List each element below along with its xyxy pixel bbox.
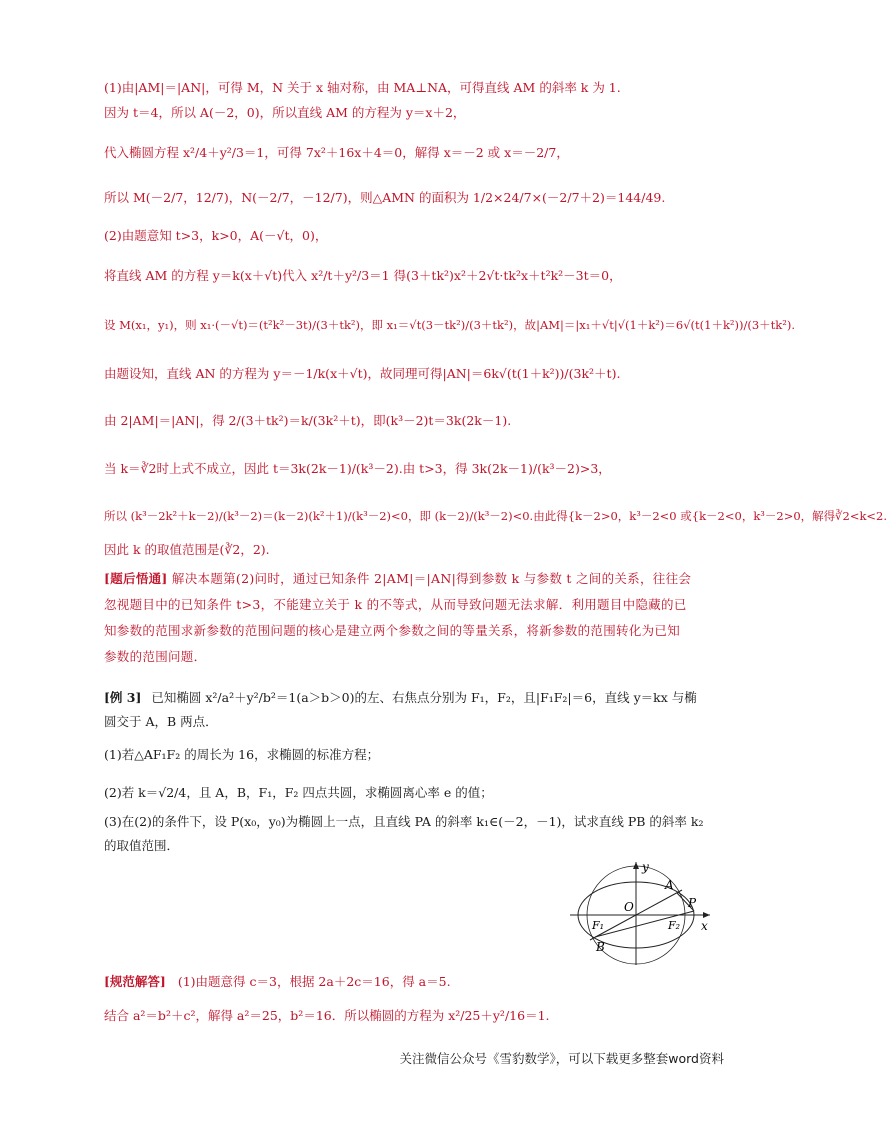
example-question-1: (1)若△AF₁F₂ 的周长为 16，求椭圆的标准方程；	[104, 747, 380, 762]
answer-line-2: 结合 a²＝b²＋c²，解得 a²＝25，b²＝16．所以椭圆的方程为 x²/25＋y²/16＝1.	[104, 1008, 550, 1023]
label-a: A	[665, 878, 674, 892]
solution-line-2: 因为 t＝4，所以 A(－2，0)，所以直线 AM 的方程为 y＝x＋2，	[104, 105, 466, 120]
label-f1: F₁	[592, 919, 605, 932]
solution-line-10: 当 k＝∛2时上式不成立，因此 t＝3k(2k－1)/(k³－2).由 t>3，得 3k(2k－1)/(k³－2)>3，	[104, 461, 611, 476]
label-x: x	[701, 919, 708, 933]
solution-line-5: (2)由题意知 t>3，k>0，A(－√t，0)，	[104, 228, 328, 243]
label-f2: F₂	[668, 919, 681, 932]
solution-line-3: 代入椭圆方程 x²/4＋y²/3＝1，可得 7x²＋16x＋4＝0，解得 x＝－2 或 x＝－2/7，	[104, 145, 569, 160]
reflection-text: 解决本题第(2)问时，通过已知条件 2|AM|＝|AN|得到参数 k 与参数 t 之间的关系，往往会忽视题目中的已知条件 t>3，不能建立关于 k 的不等式，从而导致问题无法求解．利用题目中隐藏的已知参数的范围求新参数的范围问题的核心是建立两个参数之间的等量关系，将新参数的范围转化为已知参数的范围问题．	[104, 571, 692, 664]
answer-line-1	[104, 974, 451, 990]
label-b: B	[596, 940, 605, 954]
x-axis-arrow	[703, 912, 710, 918]
solution-line-9: 由 2|AM|＝|AN|，得 2/(3＋tk²)＝k/(3k²＋t)，即(k³－2)t＝3k(2k－1).	[104, 413, 512, 428]
solution-line-6: 将直线 AM 的方程 y＝k(x＋√t)代入 x²/t＋y²/3＝1 得(3＋tk²)x²＋2√t·tk²x＋t²k²－3t＝0，	[104, 268, 622, 283]
y-axis-arrow	[633, 862, 639, 869]
answer-tag: [规范解答]	[104, 974, 166, 989]
solution-line-1: (1)由|AM|＝|AN|，可得 M，N 关于 x 轴对称，由 MA⊥NA，可得直线 AM 的斜率 k 为 1.	[104, 80, 621, 95]
ellipse-figure	[560, 857, 720, 967]
solution-line-4: 所以 M(－2/7，12/7)，N(－2/7，－12/7)，则△AMN 的面积为 1/2×24/7×(－2/7＋2)＝144/49.	[104, 190, 666, 205]
example-question-3: (3)在(2)的条件下，设 P(x₀，y₀)为椭圆上一点，且直线 PA 的斜率 k₁∈(－2，－1)，试求直线 PB 的斜率 k₂ 的取值范围．	[104, 814, 704, 853]
example-tag: [例 3]	[104, 690, 142, 705]
example-stem-text: 已知椭圆 x²/a²＋y²/b²＝1(a＞b＞0)的左、右焦点分别为 F₁，F₂，且|F₁F₂|＝6，直线 y＝kx 与椭圆交于 A，B 两点．	[104, 690, 697, 729]
solution-line-11: 所以 (k³－2k²＋k－2)/(k³－2)＝(k－2)(k²＋1)/(k³－2)<0，即 (k－2)/(k³－2)<0.由此得{k－2>0，k³－2<0 或{k－2<0，k³－2>0，解得∛2<k<2.	[104, 509, 887, 523]
solution-line-12: 因此 k 的取值范围是(∛2，2).	[104, 542, 270, 557]
reflection-paragraph	[104, 566, 692, 670]
example-stem	[104, 686, 704, 734]
solution-line-8: 由题设知，直线 AN 的方程为 y＝－1/k(x＋√t)，故同理可得|AN|＝6k√(t(1＋k²))/(3k²＋t).	[104, 366, 621, 381]
answer-line-1-text: (1)由题意得 c＝3，根据 2a＋2c＝16，得 a＝5.	[177, 974, 451, 989]
example-question-2: (2)若 k＝√2/4，且 A，B，F₁，F₂ 四点共圆，求椭圆离心率 e 的值；	[104, 785, 493, 800]
label-o: O	[624, 900, 634, 914]
solution-line-7: 设 M(x₁，y₁)，则 x₁·(－√t)＝(t²k²－3t)/(3＋tk²)，即 x₁＝√t(3－tk²)/(3＋tk²)，故|AM|＝|x₁＋√t|√(1＋k²)＝6√(t(1＋k²))/(3＋tk²).	[104, 318, 796, 332]
label-p: P	[688, 896, 697, 910]
footer-note: 关注微信公众号《雪豹数学》，可以下载更多整套word资料	[399, 1051, 724, 1066]
label-y: y	[642, 860, 649, 874]
reflection-tag: [题后悟通]	[104, 571, 168, 586]
